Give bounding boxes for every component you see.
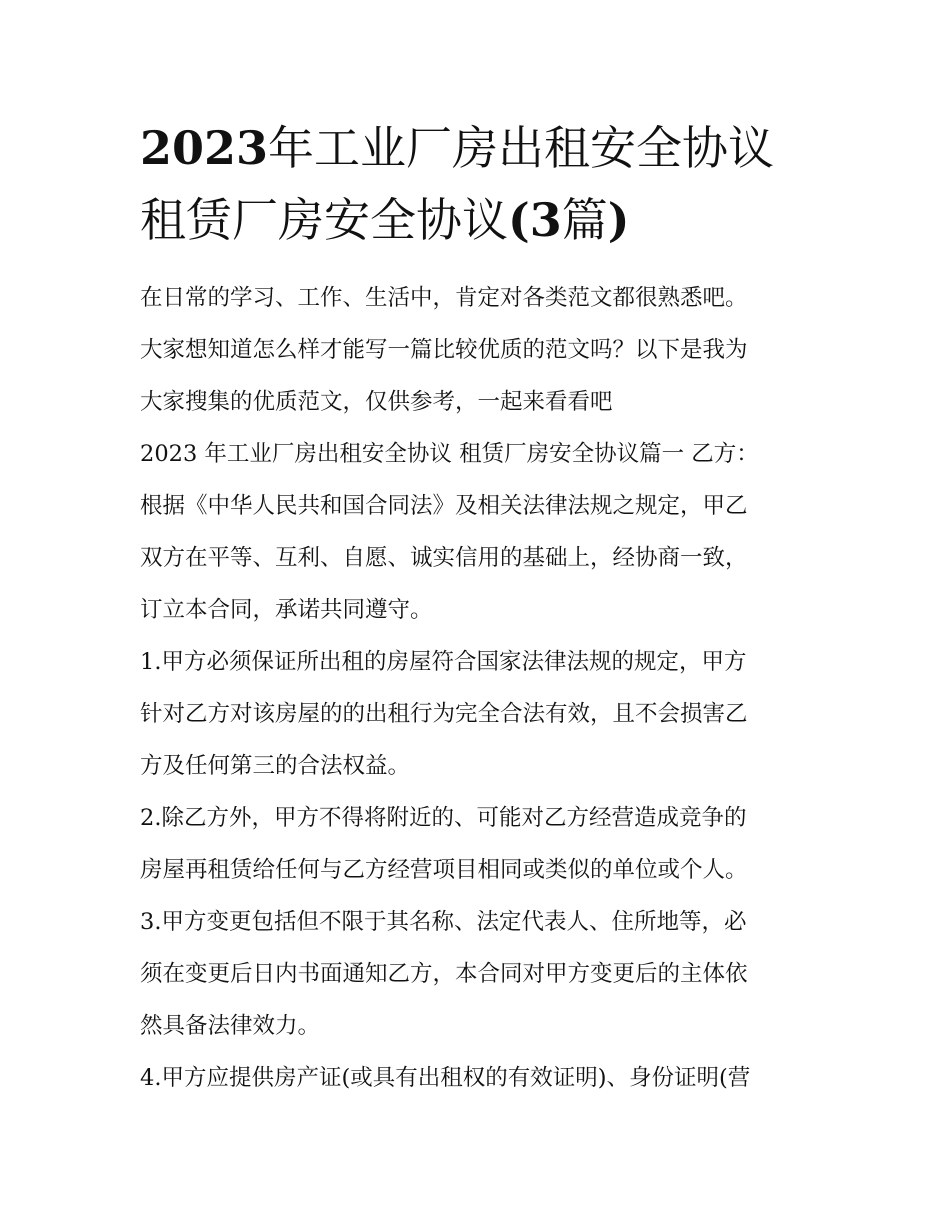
text-line: 订立本合同，承诺共同遵守。 <box>140 597 433 623</box>
paragraph-preamble <box>140 428 812 636</box>
text-line: 方及任何第三的合法权益。 <box>140 753 411 779</box>
paragraph-intro <box>140 272 812 428</box>
text-line: 2.除乙方外，甲方不得将附近的、可能对乙方经营造成竞争的 <box>140 805 747 831</box>
paragraph-clause-3 <box>140 896 812 1052</box>
document-page <box>140 112 812 1104</box>
text-line: 房屋再租赁给任何与乙方经营项目相同或类似的单位或个人。 <box>140 857 748 883</box>
text-line: 1.甲方必须保证所出租的房屋符合国家法律法规的规定，甲方 <box>140 649 747 675</box>
text-line: 大家搜集的优质范文，仅供参考，一起来看看吧 <box>140 389 613 415</box>
text-line: 根据《中华人民共和国合同法》及相关法律法规之规定，甲乙 <box>140 493 748 519</box>
text-line: 然具备法律效力。 <box>140 1013 321 1039</box>
text-line: 须在变更后日内书面通知乙方，本合同对甲方变更后的主体依 <box>140 961 748 987</box>
text-line: 3.甲方变更包括但不限于其名称、法定代表人、住所地等，必 <box>140 909 747 935</box>
text-line: 针对乙方对该房屋的的出租行为完全合法有效，且不会损害乙 <box>140 701 748 727</box>
text-line: 2023 年工业厂房出租安全协议 租赁厂房安全协议篇一 乙方： <box>140 441 759 467</box>
title-line-2: 租赁厂房安全协议(3篇) <box>140 193 630 247</box>
paragraph-clause-1 <box>140 636 812 792</box>
paragraph-clause-2 <box>140 792 812 896</box>
text-line: 4.甲方应提供房产证(或具有出租权的有效证明)、身份证明(营 <box>140 1065 751 1091</box>
paragraph-clause-4 <box>140 1052 812 1104</box>
text-line: 在日常的学习、工作、生活中，肯定对各类范文都很熟悉吧。 <box>140 285 748 311</box>
document-body <box>140 272 812 1104</box>
document-title <box>140 112 812 256</box>
text-line: 大家想知道怎么样才能写一篇比较优质的范文吗？以下是我为 <box>140 337 748 363</box>
text-line: 双方在平等、互利、自愿、诚实信用的基础上，经协商一致， <box>140 545 748 571</box>
title-line-1: 2023年工业厂房出租安全协议 <box>140 121 775 175</box>
